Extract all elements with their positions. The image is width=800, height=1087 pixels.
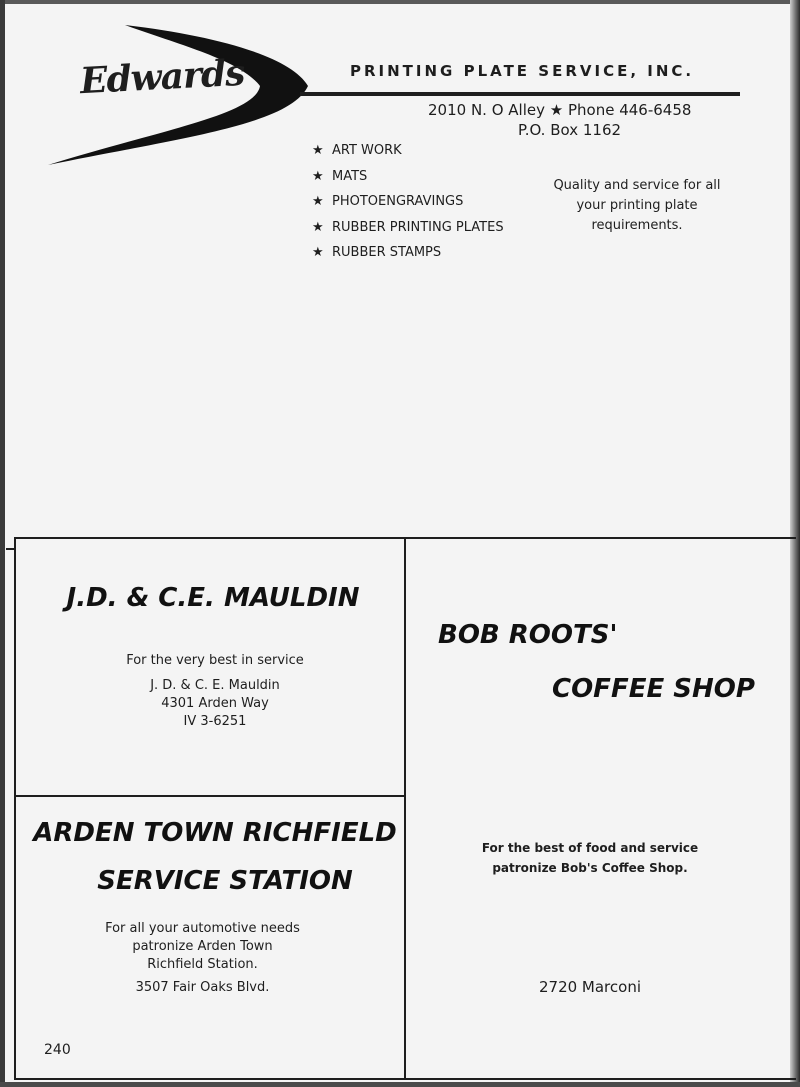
divider-bottom	[14, 1078, 796, 1080]
po-box: P.O. Box 1162	[518, 121, 622, 139]
company-name: PRINTING PLATE SERVICE, INC.	[350, 62, 695, 80]
bob-desc-line: For the best of food and service	[481, 841, 699, 855]
divider-vertical	[404, 537, 406, 1080]
page-edge-bottom	[0, 1082, 800, 1087]
mauldin-name: J. D. & C. E. Mauldin	[150, 678, 280, 693]
bob-description	[450, 838, 730, 878]
mauldin-phone: IV 3-6251	[183, 714, 247, 729]
arden-desc-line: patronize Arden Town	[132, 939, 273, 954]
arden-desc-line: Richfield Station.	[147, 957, 258, 972]
mauldin-details	[90, 652, 340, 731]
arden-title-line2: SERVICE STATION	[97, 866, 353, 896]
edwards-logo: Edwards	[79, 51, 246, 103]
service-item: ★ PHOTOENGRAVINGS	[312, 194, 464, 209]
star-icon: ★	[312, 143, 324, 158]
star-icon: ★	[312, 194, 324, 209]
bob-title-line1: BOB ROOTS'	[438, 620, 618, 650]
bob-address: 2720 Marconi	[538, 978, 641, 996]
service-item: ★ MATS	[312, 168, 368, 184]
divider-left	[14, 537, 16, 1080]
arden-desc-line: For all your automotive needs	[105, 921, 300, 936]
services-list	[312, 142, 504, 270]
arden-address: 3507 Fair Oaks Blvd.	[135, 980, 270, 995]
bob-title-line2: COFFEE SHOP	[552, 674, 755, 704]
bob-desc-line: patronize Bob's Coffee Shop.	[492, 861, 688, 875]
service-item: ★ RUBBER STAMPS	[312, 245, 442, 260]
divider-middle	[14, 795, 405, 797]
arden-title-line1: ARDEN TOWN RICHFIELD	[33, 818, 397, 848]
arden-description	[90, 920, 315, 974]
mauldin-title: J.D. & C.E. MAULDIN	[66, 583, 360, 613]
company-underline	[300, 92, 740, 96]
page-edge-right	[790, 0, 800, 1087]
page-edge-left	[0, 0, 5, 1087]
page-edge-top	[0, 0, 800, 4]
mauldin-address: 4301 Arden Way	[161, 696, 269, 711]
star-icon: ★	[312, 219, 324, 235]
service-item: ★ ART WORK	[312, 143, 402, 158]
quality-statement: Quality and service for all your printing plate requirements.	[553, 178, 721, 233]
star-icon: ★	[312, 245, 324, 260]
star-icon: ★	[312, 168, 324, 184]
mauldin-tagline: For the very best in service	[126, 653, 304, 668]
address-phone-line: 2010 N. O Alley ★ Phone 446-6458	[428, 101, 692, 119]
page-number: 240	[44, 1042, 71, 1058]
service-item: ★ RUBBER PRINTING PLATES	[312, 219, 504, 235]
